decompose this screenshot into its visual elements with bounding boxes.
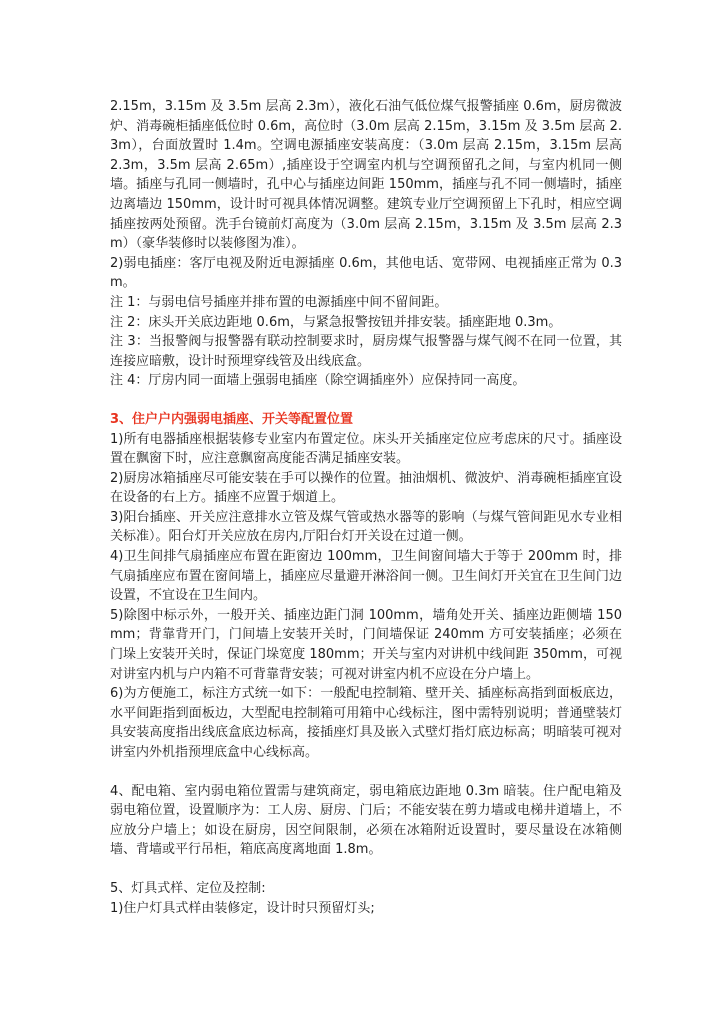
spacer (110, 860, 622, 879)
section-3-item-1: 1)所有电器插座根据装修专业室内布置定位。床头开关插座定位应考虑床的尺寸。插座设置在飘窗下时，应注意飘窗高度能否满足插座安装。 (110, 431, 622, 467)
section-5-item-1: 1)住户灯具式样由装修定，设计时只预留灯头; (110, 900, 375, 916)
section-3-item-4: 4)卫生间排气扇插座应布置在距窗边 100mm，卫生间窗间墙大于等于 200mm 时，排气扇插座应布置在窗间墙上，插座应尽量避开淋浴间一侧。卫生间灯开关宜在卫生间门边设置，不宜设在卫生间内。 (110, 549, 622, 604)
note-3: 注 3：当报警阀与报警器有联动控制要求时，厨房煤气报警器与煤气阀不在同一位置，其连接应暗敷，设计时预埋穿线管及出线底盒。 (110, 334, 622, 369)
note-1: 注 1：与弱电信号插座并排布置的电源插座中间不留间距。 (110, 294, 448, 310)
spacer (110, 763, 622, 782)
paragraph-weak-current-sockets: 2)弱电插座：客厅电视及附近电源插座 0.6m，其他电话、宽带网、电视插座正常为 0.3m。 (110, 255, 622, 291)
note-4: 注 4：厅房内同一面墙上强弱电插座（除空调插座外）应保持同一高度。 (110, 373, 526, 389)
section-4-paragraph: 4、配电箱、室内弱电箱位置需与建筑商定，弱电箱底边距地 0.3m 暗装。住户配电箱及弱电箱位置，设置顺序为：工人房、厨房、门后；不能安装在剪力墙或电梯井道墙上，不应放分户墙上；如设在厨房，因空间限制，必须在冰箱附近设置时，要尽量设在冰箱侧墙、背墙或平行吊柜，箱底高度离地面 1.8m。 (110, 783, 622, 858)
spacer (110, 391, 622, 410)
section-3-item-3: 3)阳台插座、开关应注意排水立管及煤气管或热水器等的影响（与煤气管间距见水专业相关标准）。阳台灯开关应放在房内,厅阳台灯开关设在过道一侧。 (110, 509, 622, 545)
document-body (110, 97, 622, 918)
section-3-item-2: 2)厨房冰箱插座尽可能安装在手可以操作的位置。抽油烟机、微波炉、消毒碗柜插座宜设在设备的右上方。插座不应置于烟道上。 (110, 470, 622, 506)
section-3-item-5: 5)除图中标示外，一般开关、插座边距门洞 100mm，墙角处开关、插座边距侧墙 150mm；背靠背开门，门间墙上安装开关时，门间墙保证 240mm 方可安装插座；必须在门垛上安装开关时，保证门垛宽度 180mm；开关与室内对讲机中线间距 350mm，可视对讲室内机与户内箱不可背靠背安装；可视对讲室内机不应设在分户墙上。 (110, 607, 622, 682)
section-3-heading: 3、住户户内强弱电插座、开关等配置位置 (110, 411, 354, 427)
section-5-heading: 5、灯具式样、定位及控制: (110, 880, 266, 896)
note-2: 注 2：床头开关底边距地 0.6m，与紧急报警按钮并排安装。插座距地 0.3m。 (110, 314, 562, 330)
paragraph-socket-heights: 2.15m，3.15m 及 3.5m 层高 2.3m），液化石油气低位煤气报警插座 0.6m，厨房微波炉、消毒碗柜插座低位时 0.6m，高位时（3.0m 层高 2.15m，3.15m 及 3.5m 层高 2.3m），台面放置时 1.4m。空调电源插座安装高度：（3.0m 层高 2.15m，3.15m 层高 2.3m，3.5m 层高 2.65m）,插座设于空调室内机与空调预留孔之间，与室内机同一侧墙。插座与孔同一侧墙时，孔中心与插座边间距 150mm，插座与孔不同一侧墙时，插座边离墙边 150mm，设计时可视具体情况调整。建筑专业厅空调预留上下孔时，相应空调插座按两处预留。洗手台镜前灯高度为（3.0m 层高 2.15m，3.15m 及 3.5m 层高 2.3m）（豪华装修时以装修图为准）。 (110, 99, 622, 252)
section-3-item-6: 6)为方便施工，标注方式统一如下：一般配电控制箱、壁开关、插座标高指到面板底边，水平间距指到面板边，大型配电控制箱可用箱中心线标注，图中需特别说明；普通壁装灯具安装高度指出线底盒底边标高，接插座灯具及嵌入式壁灯指灯底边标高；明暗装可视对讲室内外机指预埋底盒中心线标高。 (110, 686, 622, 760)
